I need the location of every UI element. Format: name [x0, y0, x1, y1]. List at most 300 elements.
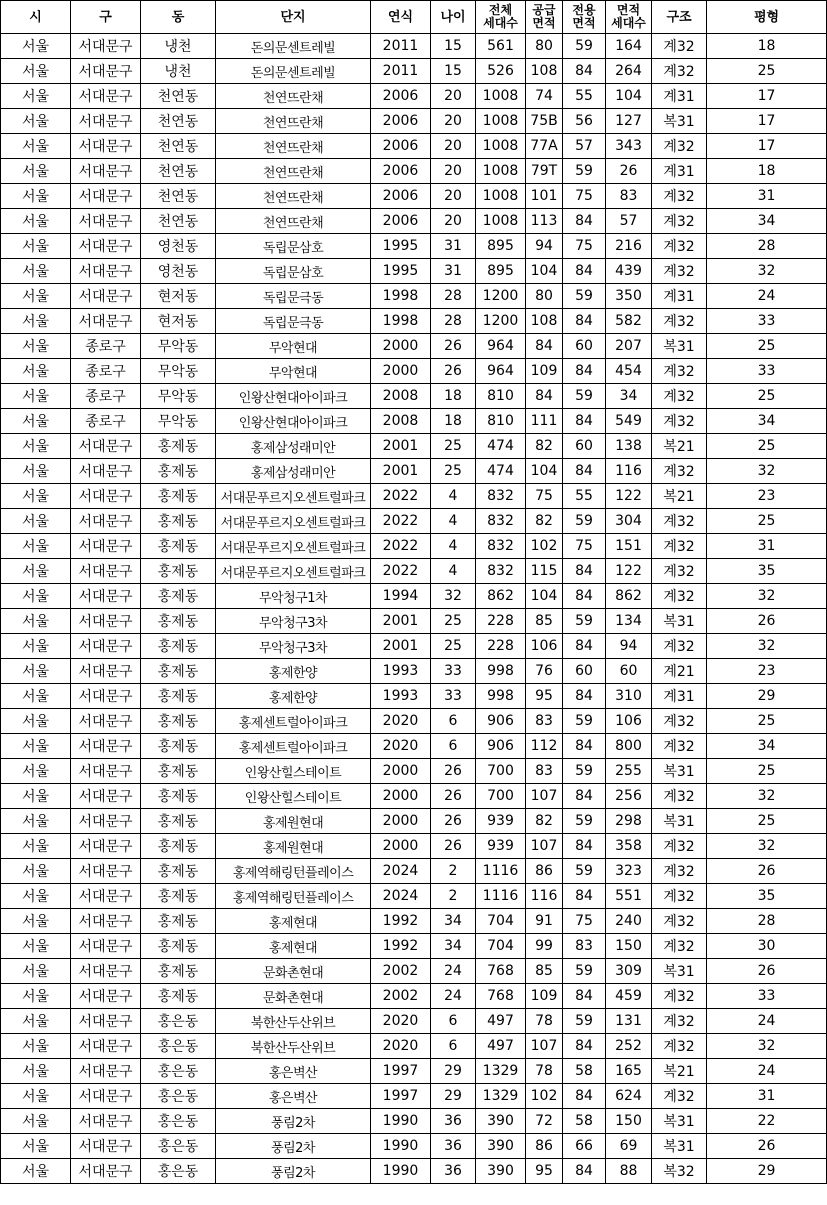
cell-supply-area: 80 [526, 284, 563, 309]
cell-si: 서울 [1, 1134, 71, 1159]
cell-supply-area: 108 [526, 309, 563, 334]
cell-gu: 서대문구 [71, 784, 141, 809]
table-row [1, 184, 827, 209]
cell-danji: 천연뜨란채 [216, 159, 371, 184]
cell-age: 34 [431, 934, 476, 959]
cell-total-units: 895 [476, 234, 526, 259]
cell-exclusive-area: 75 [563, 234, 606, 259]
cell-total-units: 964 [476, 334, 526, 359]
cell-year: 2002 [371, 984, 431, 1009]
cell-exclusive-area: 59 [563, 34, 606, 59]
cell-age: 4 [431, 509, 476, 534]
cell-pyeong: 32 [707, 784, 827, 809]
cell-area-units: 582 [606, 309, 652, 334]
cell-danji: 홍은벽산 [216, 1059, 371, 1084]
cell-gu: 종로구 [71, 359, 141, 384]
cell-year: 2000 [371, 784, 431, 809]
cell-supply-area: 86 [526, 859, 563, 884]
cell-supply-area: 91 [526, 909, 563, 934]
cell-dong: 홍제동 [141, 459, 216, 484]
cell-gu: 서대문구 [71, 434, 141, 459]
cell-pyeong: 33 [707, 359, 827, 384]
cell-total-units: 832 [476, 559, 526, 584]
cell-danji: 홍제역해링턴플레이스 [216, 884, 371, 909]
cell-supply-area: 75 [526, 484, 563, 509]
cell-exclusive-area: 59 [563, 1009, 606, 1034]
cell-pyeong: 32 [707, 834, 827, 859]
cell-exclusive-area: 84 [563, 259, 606, 284]
cell-total-units: 561 [476, 34, 526, 59]
cell-dong: 냉천 [141, 34, 216, 59]
table-row [1, 1159, 827, 1184]
cell-year: 2020 [371, 1034, 431, 1059]
cell-total-units: 832 [476, 484, 526, 509]
cell-gu: 서대문구 [71, 309, 141, 334]
cell-year: 1992 [371, 934, 431, 959]
cell-area-units: 862 [606, 584, 652, 609]
table-row [1, 159, 827, 184]
cell-pyeong: 25 [707, 334, 827, 359]
cell-gu: 서대문구 [71, 184, 141, 209]
cell-pyeong: 25 [707, 509, 827, 534]
table-row [1, 334, 827, 359]
header-si: 시 [1, 1, 71, 34]
cell-pyeong: 25 [707, 434, 827, 459]
cell-year: 2022 [371, 509, 431, 534]
cell-year: 2011 [371, 34, 431, 59]
cell-supply-area: 84 [526, 334, 563, 359]
cell-supply-area: 82 [526, 434, 563, 459]
cell-exclusive-area: 75 [563, 184, 606, 209]
table-row [1, 109, 827, 134]
cell-structure: 계32 [652, 584, 707, 609]
cell-danji: 돈의문센트레빌 [216, 34, 371, 59]
cell-total-units: 704 [476, 934, 526, 959]
cell-danji: 홍제역해링턴플레이스 [216, 859, 371, 884]
header-exclusive-area: 전용 면적 [563, 1, 606, 34]
cell-structure: 복31 [652, 1109, 707, 1134]
cell-total-units: 964 [476, 359, 526, 384]
cell-year: 2024 [371, 884, 431, 909]
cell-gu: 서대문구 [71, 734, 141, 759]
cell-area-units: 309 [606, 959, 652, 984]
cell-gu: 서대문구 [71, 684, 141, 709]
cell-year: 2022 [371, 534, 431, 559]
cell-age: 36 [431, 1109, 476, 1134]
cell-age: 15 [431, 34, 476, 59]
cell-gu: 서대문구 [71, 1059, 141, 1084]
cell-gu: 서대문구 [71, 159, 141, 184]
cell-dong: 홍제동 [141, 584, 216, 609]
cell-supply-area: 99 [526, 934, 563, 959]
cell-year: 1995 [371, 234, 431, 259]
cell-dong: 무악동 [141, 384, 216, 409]
cell-structure: 복31 [652, 109, 707, 134]
cell-danji: 북한산두산위브 [216, 1034, 371, 1059]
cell-si: 서울 [1, 84, 71, 109]
cell-year: 2008 [371, 384, 431, 409]
table-row [1, 434, 827, 459]
cell-gu: 서대문구 [71, 109, 141, 134]
cell-structure: 계32 [652, 1034, 707, 1059]
cell-age: 25 [431, 459, 476, 484]
cell-exclusive-area: 58 [563, 1109, 606, 1134]
cell-area-units: 264 [606, 59, 652, 84]
cell-year: 2006 [371, 109, 431, 134]
cell-gu: 서대문구 [71, 1084, 141, 1109]
cell-structure: 계32 [652, 509, 707, 534]
cell-gu: 종로구 [71, 334, 141, 359]
cell-danji: 풍림2차 [216, 1134, 371, 1159]
cell-supply-area: 77A [526, 134, 563, 159]
table-row [1, 734, 827, 759]
cell-exclusive-area: 83 [563, 934, 606, 959]
cell-gu: 서대문구 [71, 1034, 141, 1059]
cell-dong: 천연동 [141, 84, 216, 109]
cell-exclusive-area: 84 [563, 634, 606, 659]
cell-area-units: 138 [606, 434, 652, 459]
cell-year: 1992 [371, 909, 431, 934]
cell-structure: 계32 [652, 909, 707, 934]
cell-pyeong: 29 [707, 684, 827, 709]
cell-dong: 현저동 [141, 309, 216, 334]
cell-danji: 무악현대 [216, 334, 371, 359]
cell-structure: 계32 [652, 834, 707, 859]
cell-exclusive-area: 75 [563, 909, 606, 934]
cell-si: 서울 [1, 1084, 71, 1109]
header-year: 연식 [371, 1, 431, 34]
cell-structure: 계21 [652, 659, 707, 684]
cell-total-units: 1116 [476, 884, 526, 909]
cell-structure: 계32 [652, 359, 707, 384]
cell-year: 1990 [371, 1159, 431, 1184]
cell-exclusive-area: 84 [563, 684, 606, 709]
table-row [1, 634, 827, 659]
cell-pyeong: 18 [707, 159, 827, 184]
cell-danji: 북한산두산위브 [216, 1009, 371, 1034]
cell-dong: 홍은동 [141, 1034, 216, 1059]
cell-dong: 천연동 [141, 159, 216, 184]
cell-danji: 인왕산힐스테이트 [216, 759, 371, 784]
cell-age: 20 [431, 134, 476, 159]
cell-age: 28 [431, 309, 476, 334]
cell-pyeong: 26 [707, 609, 827, 634]
cell-pyeong: 29 [707, 1159, 827, 1184]
cell-area-units: 151 [606, 534, 652, 559]
cell-area-units: 240 [606, 909, 652, 934]
cell-total-units: 810 [476, 384, 526, 409]
cell-danji: 돈의문센트레빌 [216, 59, 371, 84]
cell-si: 서울 [1, 709, 71, 734]
cell-area-units: 60 [606, 659, 652, 684]
cell-supply-area: 85 [526, 609, 563, 634]
cell-si: 서울 [1, 434, 71, 459]
cell-supply-area: 107 [526, 1034, 563, 1059]
cell-danji: 홍제삼성래미안 [216, 459, 371, 484]
cell-dong: 홍제동 [141, 784, 216, 809]
cell-total-units: 906 [476, 734, 526, 759]
cell-exclusive-area: 59 [563, 709, 606, 734]
cell-total-units: 1008 [476, 209, 526, 234]
cell-total-units: 862 [476, 584, 526, 609]
cell-structure: 계32 [652, 1009, 707, 1034]
cell-age: 25 [431, 434, 476, 459]
cell-si: 서울 [1, 459, 71, 484]
cell-supply-area: 107 [526, 784, 563, 809]
cell-area-units: 207 [606, 334, 652, 359]
cell-area-units: 551 [606, 884, 652, 909]
cell-total-units: 1200 [476, 284, 526, 309]
cell-danji: 서대문푸르지오센트럴파크 [216, 534, 371, 559]
cell-dong: 홍제동 [141, 709, 216, 734]
table-row [1, 809, 827, 834]
cell-dong: 현저동 [141, 284, 216, 309]
cell-pyeong: 26 [707, 859, 827, 884]
cell-structure: 계32 [652, 259, 707, 284]
cell-pyeong: 23 [707, 659, 827, 684]
cell-year: 2001 [371, 634, 431, 659]
cell-age: 31 [431, 259, 476, 284]
cell-supply-area: 76 [526, 659, 563, 684]
cell-age: 28 [431, 284, 476, 309]
cell-danji: 독립문삼호 [216, 234, 371, 259]
cell-exclusive-area: 59 [563, 959, 606, 984]
cell-supply-area: 116 [526, 884, 563, 909]
cell-dong: 홍제동 [141, 984, 216, 1009]
cell-exclusive-area: 84 [563, 1159, 606, 1184]
cell-si: 서울 [1, 209, 71, 234]
cell-danji: 인왕산현대아이파크 [216, 384, 371, 409]
cell-pyeong: 25 [707, 759, 827, 784]
cell-area-units: 454 [606, 359, 652, 384]
cell-exclusive-area: 75 [563, 534, 606, 559]
header-pyeong: 평형 [707, 1, 827, 34]
cell-total-units: 768 [476, 959, 526, 984]
cell-total-units: 390 [476, 1134, 526, 1159]
cell-structure: 계32 [652, 859, 707, 884]
header-danji: 단지 [216, 1, 371, 34]
cell-dong: 무악동 [141, 334, 216, 359]
cell-structure: 계32 [652, 784, 707, 809]
cell-year: 1998 [371, 309, 431, 334]
header-structure: 구조 [652, 1, 707, 34]
cell-gu: 서대문구 [71, 59, 141, 84]
cell-structure: 복21 [652, 434, 707, 459]
cell-si: 서울 [1, 609, 71, 634]
cell-pyeong: 24 [707, 1009, 827, 1034]
cell-danji: 인왕산힐스테이트 [216, 784, 371, 809]
cell-supply-area: 79T [526, 159, 563, 184]
table-row [1, 759, 827, 784]
cell-area-units: 165 [606, 1059, 652, 1084]
cell-year: 2011 [371, 59, 431, 84]
cell-exclusive-area: 59 [563, 384, 606, 409]
cell-total-units: 998 [476, 659, 526, 684]
cell-structure: 계32 [652, 234, 707, 259]
cell-exclusive-area: 84 [563, 359, 606, 384]
cell-gu: 서대문구 [71, 1134, 141, 1159]
cell-gu: 서대문구 [71, 809, 141, 834]
cell-area-units: 310 [606, 684, 652, 709]
cell-supply-area: 112 [526, 734, 563, 759]
table-row [1, 1034, 827, 1059]
cell-age: 26 [431, 334, 476, 359]
table-row [1, 934, 827, 959]
cell-total-units: 1008 [476, 84, 526, 109]
cell-si: 서울 [1, 284, 71, 309]
cell-si: 서울 [1, 684, 71, 709]
cell-pyeong: 23 [707, 484, 827, 509]
cell-dong: 홍제동 [141, 684, 216, 709]
cell-danji: 서대문푸르지오센트럴파크 [216, 559, 371, 584]
cell-exclusive-area: 84 [563, 559, 606, 584]
cell-danji: 독립문삼호 [216, 259, 371, 284]
cell-area-units: 216 [606, 234, 652, 259]
cell-dong: 홍은동 [141, 1109, 216, 1134]
table-row [1, 209, 827, 234]
table-row [1, 259, 827, 284]
cell-gu: 서대문구 [71, 1109, 141, 1134]
cell-si: 서울 [1, 234, 71, 259]
cell-age: 20 [431, 84, 476, 109]
cell-year: 1993 [371, 659, 431, 684]
cell-pyeong: 31 [707, 534, 827, 559]
cell-total-units: 474 [476, 459, 526, 484]
cell-total-units: 474 [476, 434, 526, 459]
cell-dong: 천연동 [141, 109, 216, 134]
cell-area-units: 106 [606, 709, 652, 734]
cell-supply-area: 78 [526, 1059, 563, 1084]
cell-si: 서울 [1, 784, 71, 809]
cell-pyeong: 32 [707, 584, 827, 609]
cell-pyeong: 24 [707, 1059, 827, 1084]
table-row [1, 559, 827, 584]
cell-pyeong: 30 [707, 934, 827, 959]
cell-total-units: 832 [476, 534, 526, 559]
table-row [1, 859, 827, 884]
cell-supply-area: 85 [526, 959, 563, 984]
cell-danji: 홍제한양 [216, 684, 371, 709]
header-area-units: 면적 세대수 [606, 1, 652, 34]
cell-exclusive-area: 84 [563, 59, 606, 84]
table-row [1, 1084, 827, 1109]
cell-gu: 서대문구 [71, 484, 141, 509]
cell-structure: 복31 [652, 759, 707, 784]
cell-supply-area: 104 [526, 459, 563, 484]
cell-pyeong: 31 [707, 184, 827, 209]
cell-dong: 천연동 [141, 134, 216, 159]
cell-si: 서울 [1, 334, 71, 359]
cell-structure: 복31 [652, 334, 707, 359]
cell-year: 2000 [371, 834, 431, 859]
cell-area-units: 116 [606, 459, 652, 484]
cell-gu: 서대문구 [71, 559, 141, 584]
cell-si: 서울 [1, 259, 71, 284]
cell-gu: 서대문구 [71, 759, 141, 784]
cell-supply-area: 80 [526, 34, 563, 59]
table-row [1, 984, 827, 1009]
cell-danji: 천연뜨란채 [216, 134, 371, 159]
header-gu: 구 [71, 1, 141, 34]
cell-pyeong: 17 [707, 109, 827, 134]
cell-supply-area: 104 [526, 259, 563, 284]
cell-gu: 서대문구 [71, 959, 141, 984]
cell-exclusive-area: 55 [563, 484, 606, 509]
cell-si: 서울 [1, 309, 71, 334]
table-row [1, 709, 827, 734]
cell-area-units: 150 [606, 934, 652, 959]
cell-age: 20 [431, 184, 476, 209]
cell-gu: 서대문구 [71, 284, 141, 309]
cell-si: 서울 [1, 909, 71, 934]
cell-dong: 홍은동 [141, 1009, 216, 1034]
cell-gu: 서대문구 [71, 534, 141, 559]
cell-area-units: 131 [606, 1009, 652, 1034]
cell-structure: 계32 [652, 309, 707, 334]
cell-si: 서울 [1, 359, 71, 384]
cell-total-units: 228 [476, 609, 526, 634]
cell-structure: 계32 [652, 934, 707, 959]
cell-si: 서울 [1, 759, 71, 784]
cell-year: 2006 [371, 159, 431, 184]
cell-year: 1994 [371, 584, 431, 609]
cell-supply-area: 82 [526, 509, 563, 534]
cell-total-units: 1200 [476, 309, 526, 334]
cell-danji: 홍제센트럴아이파크 [216, 734, 371, 759]
cell-si: 서울 [1, 384, 71, 409]
cell-supply-area: 115 [526, 559, 563, 584]
cell-total-units: 1008 [476, 184, 526, 209]
cell-si: 서울 [1, 534, 71, 559]
table-row [1, 509, 827, 534]
cell-structure: 계32 [652, 34, 707, 59]
cell-year: 2001 [371, 609, 431, 634]
table-row [1, 134, 827, 159]
cell-total-units: 832 [476, 509, 526, 534]
cell-dong: 홍제동 [141, 634, 216, 659]
cell-gu: 서대문구 [71, 909, 141, 934]
cell-danji: 홍제센트럴아이파크 [216, 709, 371, 734]
cell-year: 1993 [371, 684, 431, 709]
cell-supply-area: 83 [526, 759, 563, 784]
cell-danji: 문화촌현대 [216, 984, 371, 1009]
table-body [1, 34, 827, 1184]
cell-supply-area: 102 [526, 534, 563, 559]
cell-exclusive-area: 84 [563, 984, 606, 1009]
table-row [1, 684, 827, 709]
cell-danji: 서대문푸르지오센트럴파크 [216, 484, 371, 509]
cell-pyeong: 28 [707, 909, 827, 934]
cell-dong: 홍제동 [141, 534, 216, 559]
cell-exclusive-area: 59 [563, 509, 606, 534]
cell-dong: 냉천 [141, 59, 216, 84]
cell-age: 18 [431, 384, 476, 409]
cell-age: 4 [431, 484, 476, 509]
cell-age: 24 [431, 959, 476, 984]
cell-pyeong: 34 [707, 209, 827, 234]
cell-structure: 계32 [652, 884, 707, 909]
cell-age: 2 [431, 884, 476, 909]
cell-si: 서울 [1, 484, 71, 509]
cell-exclusive-area: 84 [563, 734, 606, 759]
table-row [1, 359, 827, 384]
cell-age: 29 [431, 1059, 476, 1084]
cell-pyeong: 17 [707, 84, 827, 109]
cell-si: 서울 [1, 1034, 71, 1059]
cell-total-units: 497 [476, 1009, 526, 1034]
cell-total-units: 390 [476, 1159, 526, 1184]
cell-year: 2006 [371, 209, 431, 234]
